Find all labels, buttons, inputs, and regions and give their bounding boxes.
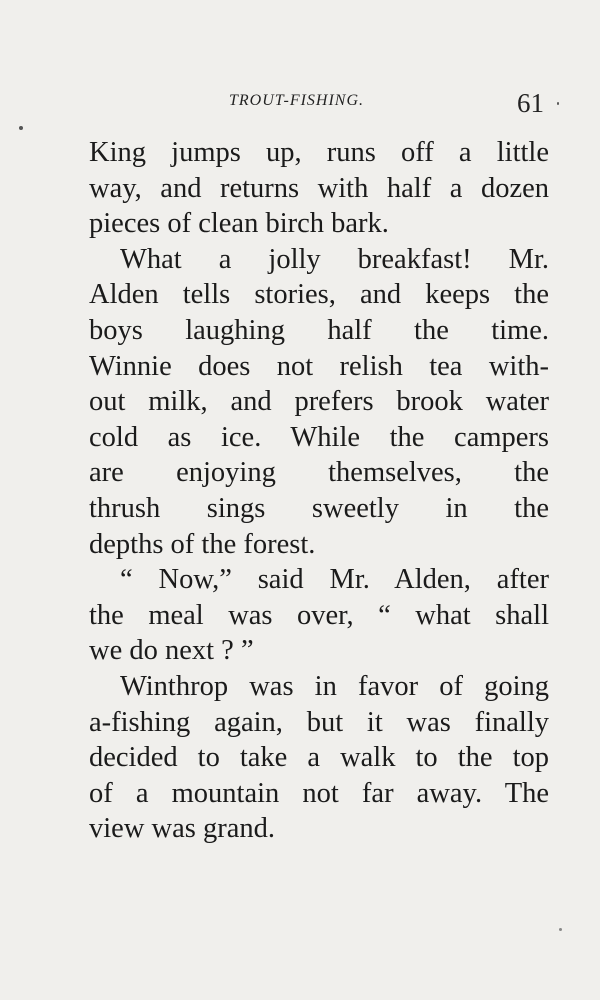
body-text bbox=[89, 135, 549, 847]
text-line: view was grand. bbox=[89, 813, 275, 845]
text-line: cold as ice. While the campers bbox=[89, 421, 549, 453]
text-line: Winnie does not relish tea with- bbox=[89, 350, 549, 382]
ink-speck bbox=[557, 102, 559, 105]
text-line: boys laughing half the time. bbox=[89, 314, 549, 346]
running-title: TROUT-FISHING. bbox=[229, 92, 365, 109]
text-line: a-fishing again, but it was finally bbox=[89, 706, 549, 738]
page-number: 61 bbox=[517, 88, 544, 118]
text-line: pieces of clean birch bark. bbox=[89, 208, 389, 240]
text-line: we do next ? ” bbox=[89, 635, 254, 667]
text-line: “ Now,” said Mr. Alden, after bbox=[120, 564, 549, 596]
text-line: King jumps up, runs off a little bbox=[89, 137, 549, 168]
text-line: decided to take a walk to the top bbox=[89, 742, 549, 774]
text-line: depths of the forest. bbox=[89, 528, 316, 560]
text-line: thrush sings sweetly in the bbox=[89, 492, 549, 524]
text-line: out milk, and prefers brook water bbox=[89, 386, 549, 418]
text-line: What a jolly breakfast! Mr. bbox=[120, 243, 549, 275]
text-line: Winthrop was in favor of going bbox=[120, 670, 549, 702]
ink-speck bbox=[19, 126, 23, 130]
text-line: Alden tells stories, and keeps the bbox=[89, 279, 549, 311]
text-line: of a mountain not far away. The bbox=[89, 777, 549, 809]
ink-speck bbox=[559, 928, 562, 931]
text-line: the meal was over, “ what shall bbox=[89, 599, 549, 631]
text-line: are enjoying themselves, the bbox=[89, 457, 549, 489]
text-line: way, and returns with half a dozen bbox=[89, 172, 549, 204]
